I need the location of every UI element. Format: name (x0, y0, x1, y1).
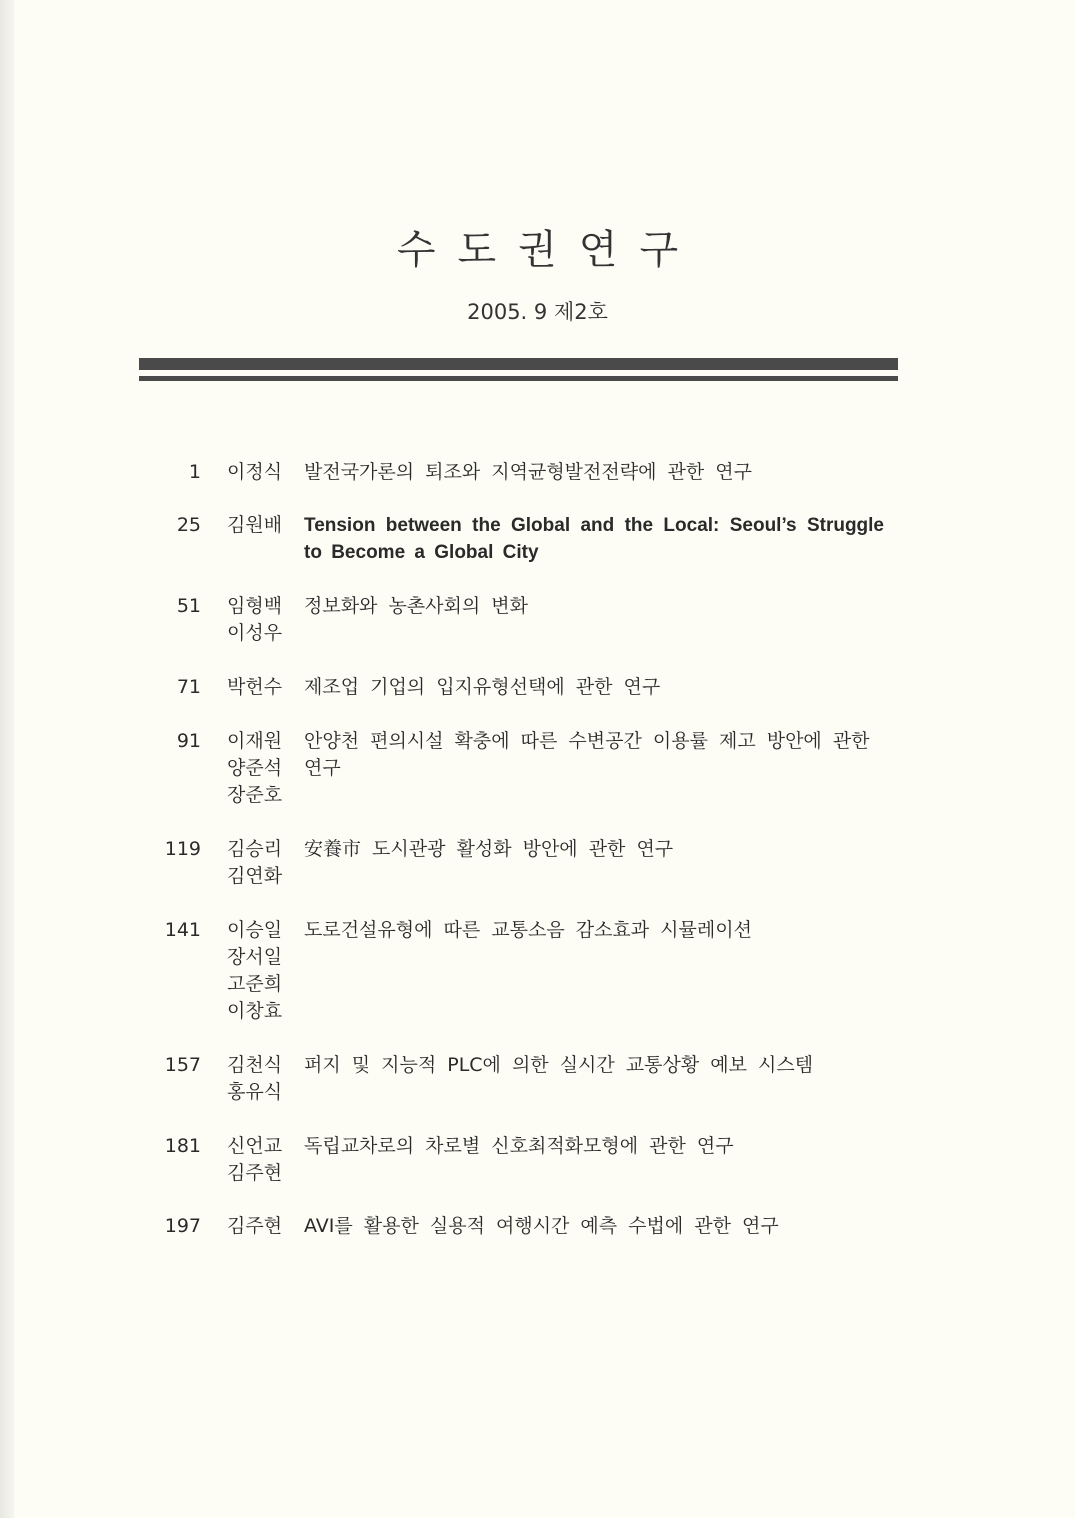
entry-authors (227, 1052, 297, 1106)
entry-page-number: 119 (164, 838, 201, 860)
entry-authors (227, 1133, 297, 1187)
entry-authors (227, 593, 297, 647)
entry-author: 김연화 (227, 865, 283, 887)
journal-title: 수도권연구 (396, 227, 701, 273)
entry-author: 이성우 (227, 622, 283, 644)
entry-page-number: 1 (188, 461, 201, 483)
entry-title: 도로건설유형에 따른 교통소음 감소효과 시뮬레이션 (304, 919, 752, 941)
entry-author: 신언교 (227, 1135, 283, 1157)
entry-page-number: 25 (176, 514, 201, 536)
entry-title: 제조업 기업의 입지유형선택에 관한 연구 (304, 676, 661, 698)
entry-page-number: 197 (164, 1215, 201, 1237)
entry-author: 김원배 (227, 514, 283, 536)
entry-author: 이재원 (227, 730, 283, 752)
issue-label: 2005. 9 제2호 (467, 300, 608, 324)
entry-author: 장준호 (227, 784, 283, 806)
entry-title: 독립교차로의 차로별 신호최적화모형에 관한 연구 (304, 1135, 734, 1157)
entry-author: 김천식 (227, 1054, 283, 1076)
entry-title: AVI를 활용한 실용적 여행시간 예측 수법에 관한 연구 (304, 1215, 779, 1237)
entry-author: 김승리 (227, 838, 283, 860)
entry-author: 박헌수 (227, 676, 283, 698)
entry-authors (227, 512, 297, 539)
entry-page-number: 181 (164, 1135, 201, 1157)
entry-authors (227, 1213, 297, 1240)
entry-title: 발전국가론의 퇴조와 지역균형발전전략에 관한 연구 (304, 461, 752, 483)
entry-title: 安養市 도시관광 활성화 방안에 관한 연구 (304, 838, 674, 860)
entry-author: 홍유식 (227, 1081, 283, 1103)
entry-author: 이창효 (227, 1000, 283, 1022)
entry-title: Tension between the Global and the Local: Seoul’s Struggle to Become a Global City (304, 515, 884, 563)
entry-page-number: 51 (176, 595, 201, 617)
entry-author: 김주현 (227, 1215, 283, 1237)
entry-author: 임형백 (227, 595, 283, 617)
entry-authors (227, 674, 297, 701)
entry-author: 이승일 (227, 919, 283, 941)
entry-title: 안양천 편의시설 확충에 따른 수변공간 이용률 제고 방안에 관한 연구 (304, 730, 870, 779)
entry-title: 정보화와 농촌사회의 변화 (304, 595, 528, 617)
entry-authors (227, 836, 297, 890)
entry-author: 양준석 (227, 757, 283, 779)
entry-authors (227, 728, 297, 809)
entry-page-number: 91 (176, 730, 201, 752)
entry-author: 김주현 (227, 1162, 283, 1184)
entry-title: 퍼지 및 지능적 PLC에 의한 실시간 교통상황 예보 시스템 (304, 1054, 814, 1076)
entry-author: 고준희 (227, 973, 283, 995)
entry-author: 장서일 (227, 946, 283, 968)
entry-page-number: 71 (176, 676, 201, 698)
entry-authors (227, 917, 297, 1025)
entry-page-number: 141 (164, 919, 201, 941)
entry-author: 이정식 (227, 461, 283, 483)
entry-page-number: 157 (164, 1054, 201, 1076)
entry-authors (227, 459, 297, 486)
